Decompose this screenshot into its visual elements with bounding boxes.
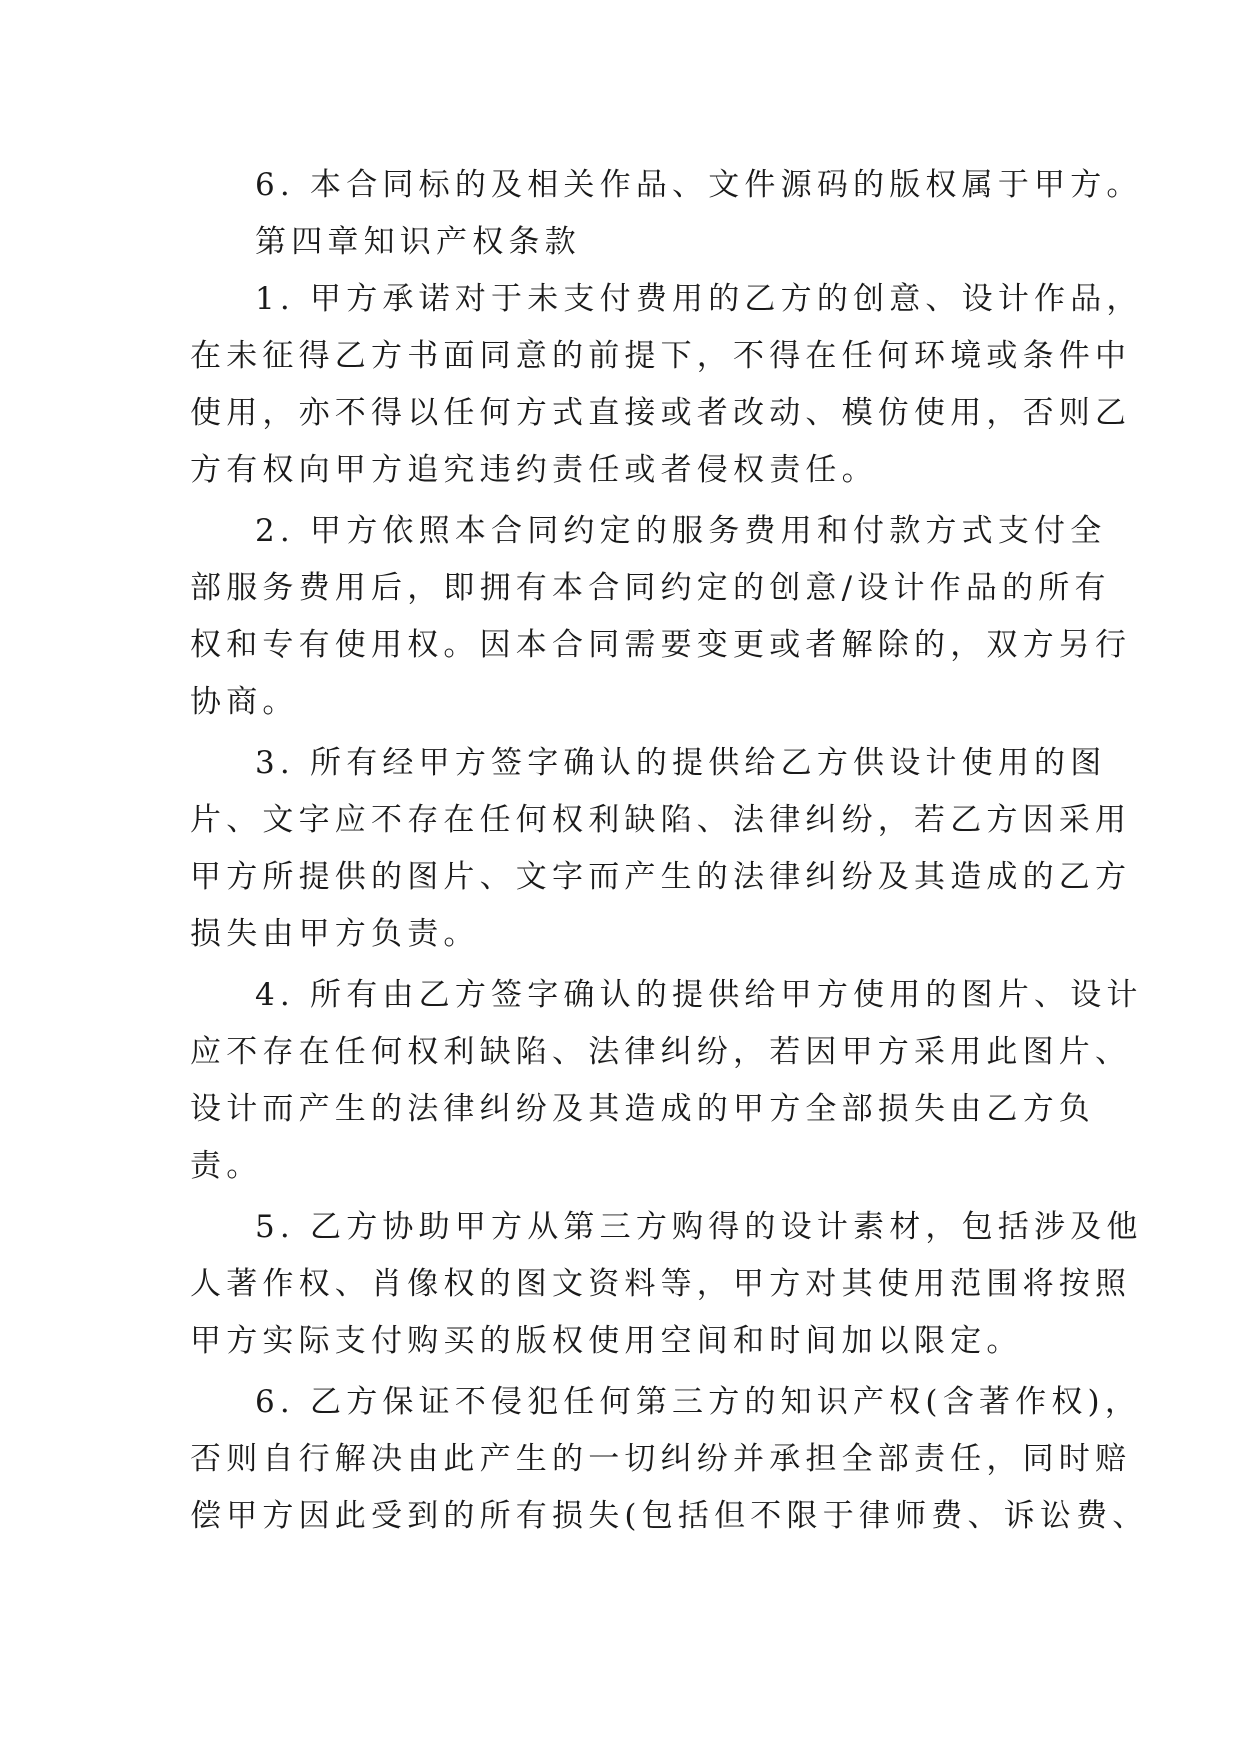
clause-4-1-line-2: 在未征得乙方书面同意的前提下，不得在任何环境或条件中 bbox=[190, 338, 1132, 374]
clause-4-4-line-1: 4. 所有由乙方签字确认的提供给甲方使用的图片、设计 bbox=[255, 977, 1143, 1013]
clause-4-5-line-2: 人著作权、肖像权的图文资料等，甲方对其使用范围将按照 bbox=[190, 1266, 1132, 1302]
clause-4-4-line-2: 应不存在任何权利缺陷、法律纠纷，若因甲方采用此图片、 bbox=[190, 1034, 1132, 1070]
clause-4-2-line-3: 权和专有使用权。因本合同需要变更或者解除的，双方另行 bbox=[190, 627, 1132, 663]
clause-4-6-line-3: 偿甲方因此受到的所有损失(包括但不限于律师费、诉讼费、 bbox=[190, 1498, 1149, 1534]
clause-4-2-line-1: 2. 甲方依照本合同约定的服务费用和付款方式支付全 bbox=[255, 513, 1107, 549]
clause-4-3-line-1: 3. 所有经甲方签字确认的提供给乙方供设计使用的图 bbox=[255, 745, 1107, 781]
clause-4-1-line-3: 使用，亦不得以任何方式直接或者改动、模仿使用，否则乙 bbox=[190, 395, 1132, 431]
clause-4-2-line-4: 协商。 bbox=[190, 684, 299, 720]
clause-4-1-line-1: 1. 甲方承诺对于未支付费用的乙方的创意、设计作品， bbox=[255, 281, 1143, 317]
clause-4-4-line-3: 设计而产生的法律纠纷及其造成的甲方全部损失由乙方负 bbox=[190, 1091, 1095, 1127]
clause-4-3-line-4: 损失由甲方负责。 bbox=[190, 916, 480, 952]
clause-4-5-line-3: 甲方实际支付购买的版权使用空间和时间加以限定。 bbox=[190, 1323, 1023, 1359]
clause-3-6-line-1: 6. 本合同标的及相关作品、文件源码的版权属于甲方。 bbox=[255, 167, 1143, 203]
clause-4-5-line-1: 5. 乙方协助甲方从第三方购得的设计素材，包括涉及他 bbox=[255, 1209, 1143, 1245]
chapter-4-heading: 第四章知识产权条款 bbox=[255, 224, 581, 260]
clause-4-2-line-2: 部服务费用后，即拥有本合同约定的创意/设计作品的所有 bbox=[190, 570, 1111, 606]
clause-4-6-line-1: 6. 乙方保证不侵犯任何第三方的知识产权(含著作权)， bbox=[255, 1384, 1142, 1420]
clause-4-6-line-2: 否则自行解决由此产生的一切纠纷并承担全部责任，同时赔 bbox=[190, 1441, 1132, 1477]
clause-4-3-line-3: 甲方所提供的图片、文字而产生的法律纠纷及其造成的乙方 bbox=[190, 859, 1132, 895]
clause-4-1-line-4: 方有权向甲方追究违约责任或者侵权责任。 bbox=[190, 452, 878, 488]
clause-4-3-line-2: 片、文字应不存在任何权利缺陷、法律纠纷，若乙方因采用 bbox=[190, 802, 1132, 838]
clause-4-4-line-4: 责。 bbox=[190, 1148, 263, 1184]
